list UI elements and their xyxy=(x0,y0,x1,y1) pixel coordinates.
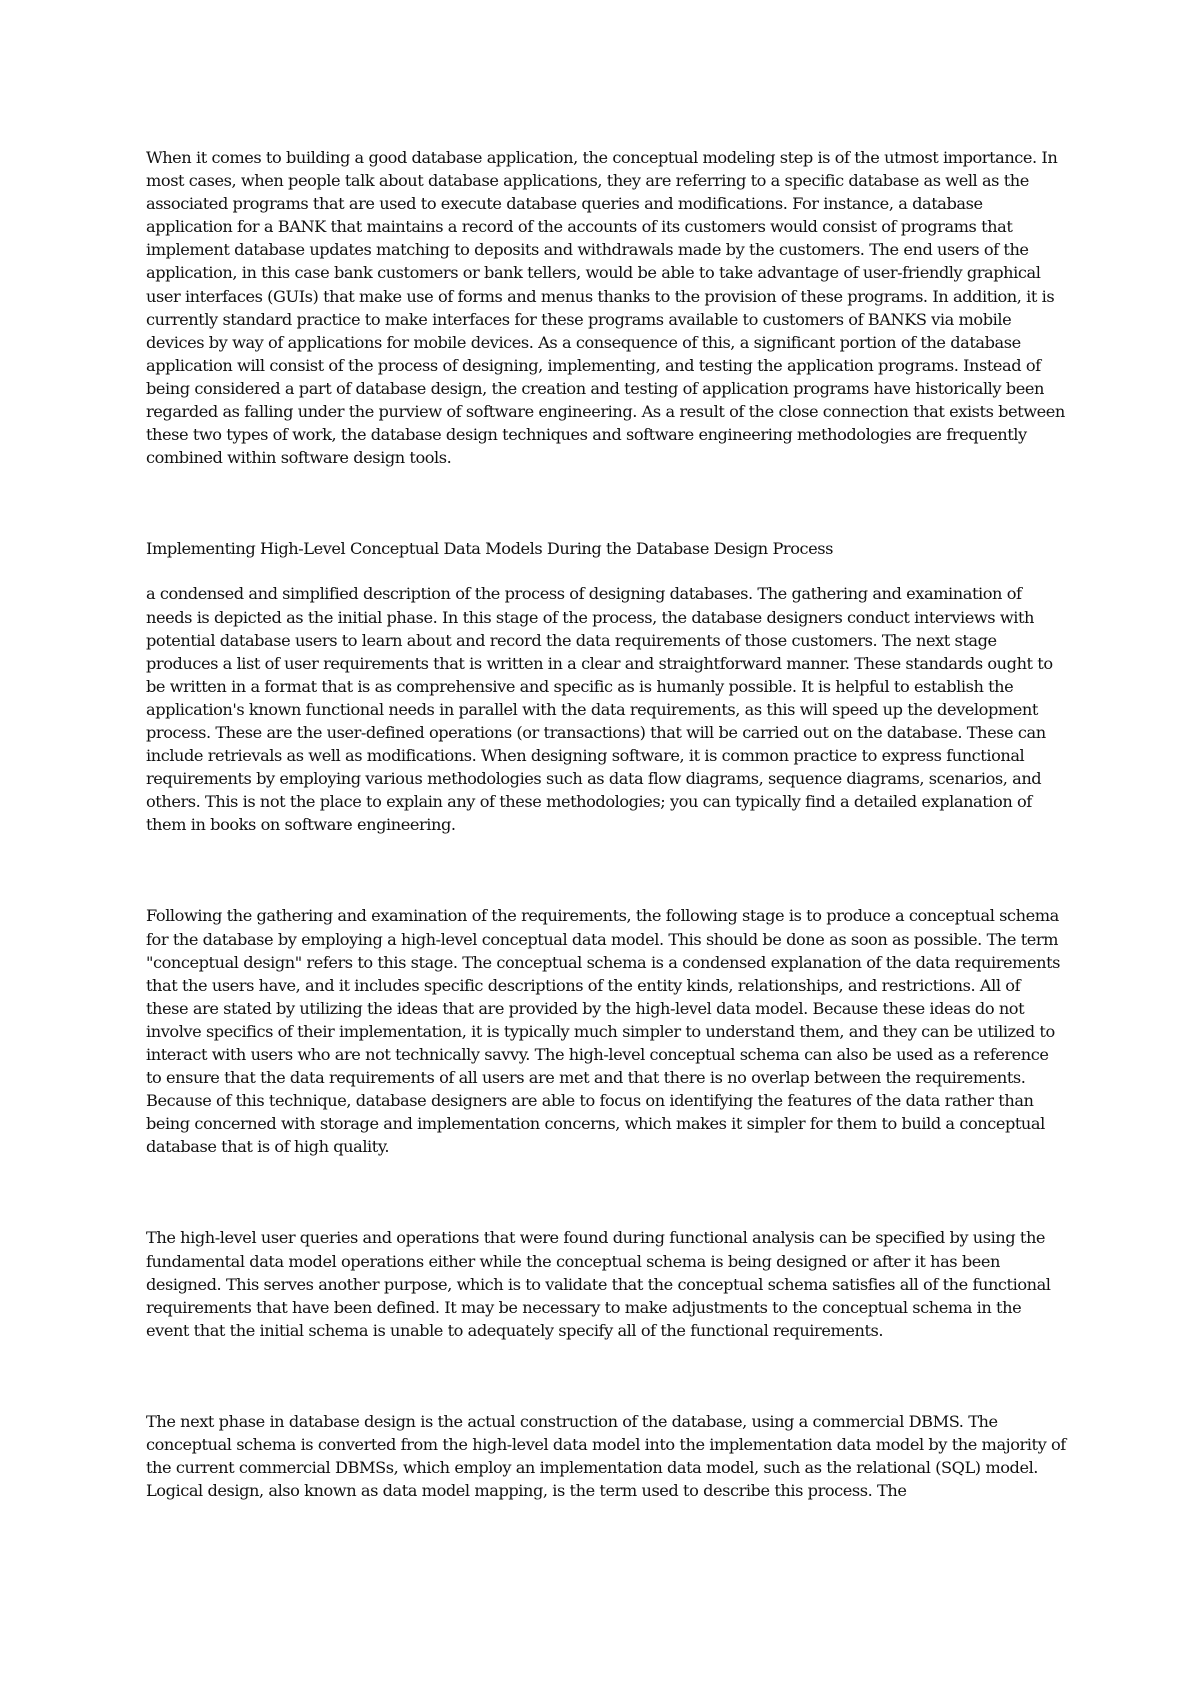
document-body xyxy=(146,146,1066,1502)
paragraph-functional-analysis: The high-level user queries and operations that were found during functional analysis can be specified by using the fundamental data model operations either while the conceptual schema is being designed or after it has been designed. This serves another purpose, which is to validate that the conceptual schema satisfies all of the functional requirements that have been defined. It may be necessary to make adjustments to the conceptual schema in the event that the initial schema is unable to adequately specify all of the functional requirements. xyxy=(146,1228,1051,1340)
paragraph-requirements-gathering: a condensed and simplified description of the process of designing databases. The gathering and examination of needs is depicted as the initial phase. In this stage of the process, the database designers conduct interviews with potential database users to learn about and record the data requirements of those customers. The next stage produces a list of user requirements that is written in a clear and straightforward manner. These standards ought to be written in a format that is as comprehensive and specific as is humanly possible. It is helpful to establish the application's known functional needs in parallel with the data requirements, as this will speed up the development process. These are the user-defined operations (or transactions) that will be carried out on the database. These can include retrievals as well as modifications. When designing software, it is common practice to express functional requirements by employing various methodologies such as data flow diagrams, sequence diagrams, scenarios, and others. This is not the place to explain any of these methodologies; you can typically find a detailed explanation of them in books on software engineering. xyxy=(146,584,1053,835)
paragraph-database-applications: When it comes to building a good database application, the conceptual modeling step is of the utmost importance. In most cases, when people talk about database applications, they are referring to a specific database as well as the associated programs that are used to execute database queries and modifications. For instance, a database application for a BANK that maintains a record of the accounts of its customers would consist of programs that implement database updates matching to deposits and withdrawals made by the customers. The end users of the application, in this case bank customers or bank tellers, would be able to take advantage of user-friendly graphical user interfaces (GUIs) that make use of forms and menus thanks to the provision of these programs. In addition, it is currently standard practice to make interfaces for these programs available to customers of BANKS via mobile devices by way of applications for mobile devices. As a consequence of this, a significant portion of the database application will consist of the process of designing, implementing, and testing the application programs. Instead of being considered a part of database design, the creation and testing of application programs have historically been regarded as falling under the purview of software engineering. As a result of the close connection that exists between these two types of work, the database design techniques and software engineering methodologies are frequently combined within software design tools. xyxy=(146,148,1065,468)
paragraph-conceptual-design: Following the gathering and examination of the requirements, the following stage is to produce a conceptual schema for the database by employing a high-level conceptual data model. This should be done as soon as possible. The term "conceptual design" refers to this stage. The conceptual schema is a condensed explanation of the data requirements that the users have, and it includes specific descriptions of the entity kinds, relationships, and restrictions. All of these are stated by utilizing the ideas that are provided by the high-level data model. Because these ideas do not involve specifics of their implementation, it is typically much simpler to understand them, and they can be utilized to interact with users who are not technically savvy. The high-level conceptual schema can also be used as a reference to ensure that the data requirements of all users are met and that there is no overlap between the requirements. Because of this technique, database designers are able to focus on identifying the features of the data rather than being concerned with storage and implementation concerns, which makes it simpler for them to build a conceptual database that is of high quality. xyxy=(146,906,1061,1157)
paragraph-spacer xyxy=(146,1158,1066,1226)
paragraph-spacer xyxy=(146,1342,1066,1410)
paragraph-spacer xyxy=(146,469,1066,537)
heading-spacer xyxy=(146,560,1066,582)
paragraph-logical-design: The next phase in database design is the actual construction of the database, using a commercial DBMS. The conceptual schema is converted from the high-level data model into the implementation data model by the majority of the current commercial DBMSs, which employ an implementation data model, such as the relational (SQL) model. Logical design, also known as data model mapping, is the term used to describe this process. The xyxy=(146,1411,1066,1501)
paragraph-spacer xyxy=(146,836,1066,904)
section-heading: Implementing High-Level Conceptual Data Models During the Database Design Process xyxy=(146,539,833,559)
